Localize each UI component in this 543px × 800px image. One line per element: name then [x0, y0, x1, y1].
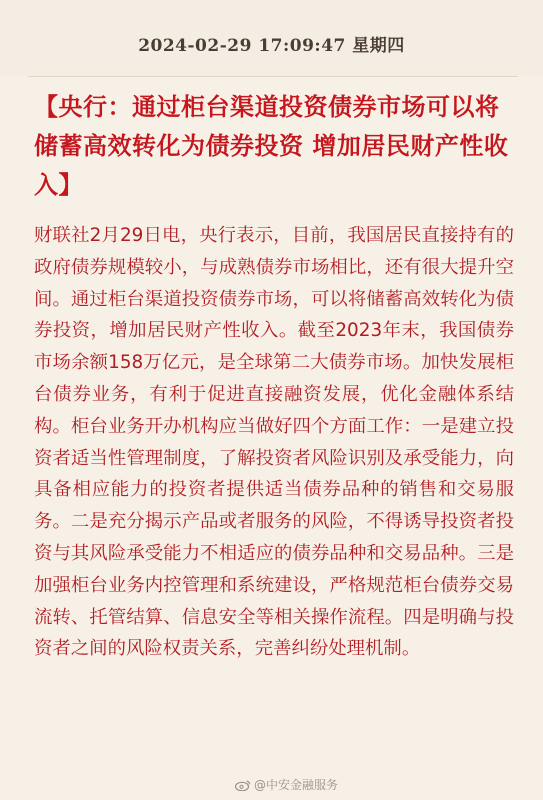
watermark — [235, 776, 338, 793]
watermark-text: @中安金融服务 — [253, 778, 338, 792]
timestamp: 2024-02-29 17:09:47 星期四 — [138, 36, 405, 56]
weibo-icon — [235, 779, 251, 791]
news-body: 财联社2月29日电，央行表示，目前，我国居民直接持有的政府债券规模较小，与成熟债券市场相比，还有很大提升空间。通过柜台渠道投资债券市场，可以将储蓄高效转化为债券投资，增加居民财产性收入。截至2023年末，我国债券市场余额158万亿元，是全球第二大债券市场。加快发展柜台债券业务，有利于促进直接融资发展，优化金融体系结构。柜台业务开办机构应当做好四个方面工作：一是建立投资者适当性管理制度，了解投资者风险识别及承受能力，向具备相应能力的投资者提供适当债券品种的销售和交易服务。二是充分揭示产品或者服务的风险，不得诱导投资者投资与其风险承受能力不相适应的债券品种和交易品种。三是加强柜台业务内控管理和系统建设，严格规范柜台债券交易流转、托管结算、信息安全等相关操作流程。四是明确与投资者之间的风险权责关系，完善纠纷处理机制。 — [34, 225, 514, 660]
divider — [28, 76, 518, 77]
news-headline: 【央行：通过柜台渠道投资债券市场可以将储蓄高效转化为债券投资 增加居民财产性收入】 — [34, 93, 509, 199]
